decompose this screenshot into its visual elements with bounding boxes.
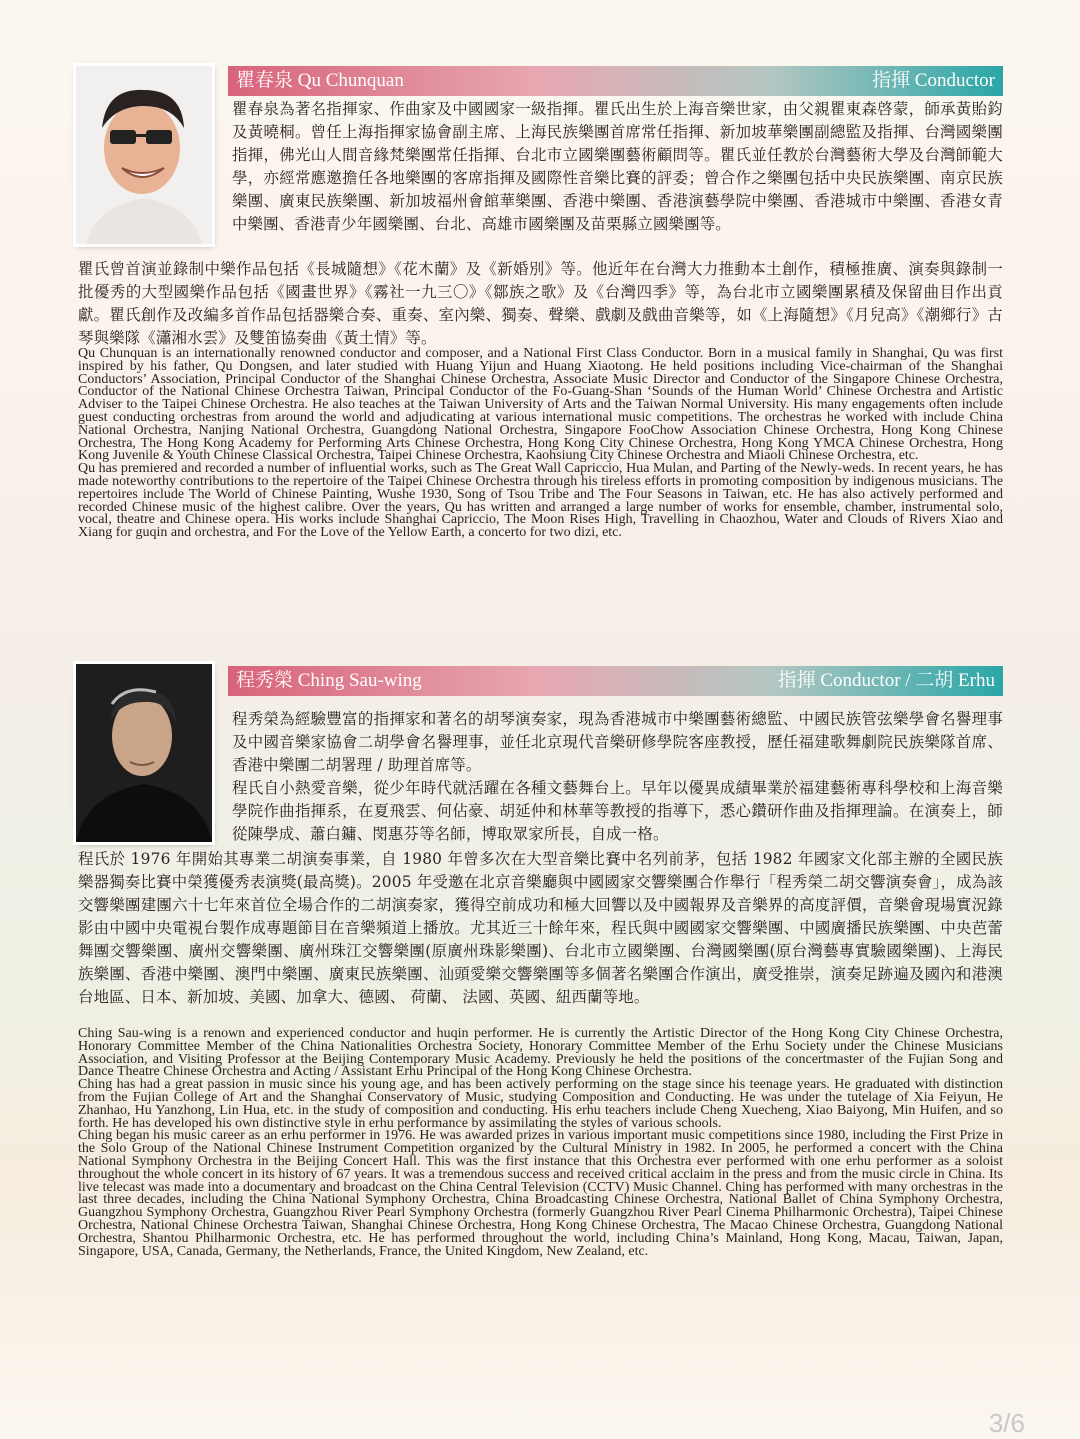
- page-number: 3/6: [988, 1408, 1025, 1438]
- bio-english-paragraph: Qu Chunquan is an internationally renowned conductor and composer, and a National First Class Conductor. Born in a musical family in Shanghai, Qu was first inspired by his father, Qu Dongsen, and later studied with Huang Yijun and Huang Xiaotong. He held positions including Vice-chairman of the Shanghai Conductors’ Association, Principal Conductor of the Shanghai Chinese Orchestra, Associate Music Director and Conductor of the Singapore Chinese Orchestra, Conductor of the National Chinese Orchestra Taiwan, Principal Conductor of the Fo-Guang-Shan ‘Sounds of the Human World’ Chinese Orchestra and Artistic Adviser to the Taipei Chinese Orchestra. He also teaches at the Taiwan University of Arts and the Taiwan Normal University. His many engagements often include guest conducting orchestras from around the world and adjudicating at various international music competitions. The orchestras he worked with include China National Orchestra, Nanjing National Orchestra, Guangdong National Orchestra, Singapore FooChow Association Chinese Orchestra, Hong Kong Chinese Orchestra, The Hong Kong Academy for Performing Arts Chinese Orchestra, Hong Kong City Chinese Orchestra, Hong Kong YMCA Chinese Orchestra, Hong Kong Juvenile & Youth Chinese Classical Orchestra, Taipei Chinese Orchestra, Kaohsiung City Chinese Orchestra and Miaoli Chinese Orchestra, etc.: [78, 346, 1003, 464]
- bio-chinese-2: 瞿氏曾首演並錄制中樂作品包括《長城隨想》《花木蘭》及《新婚別》等。他近年在台灣大力推動本土創作，積極推廣、演奏與錄制一批優秀的大型國樂作品包括《國畫世界》《霧社一九三〇》《鄒族之歌》及《台灣四季》等，為台北市立國樂團累積及保留曲目作出貢獻。瞿氏創作及改編多首作品包括器樂合奏、重奏、室內樂、獨奏、聲樂、戲劇及戲曲音樂等，如《上海隨想》《月兒高》《潮鄉行》古琴與樂隊《瀟湘水雲》及雙笛協奏曲《黃土情》等。: [78, 260, 1003, 347]
- portrait-image: [76, 664, 212, 842]
- conductor-photo-qu: [76, 66, 212, 244]
- section-header-ching: [228, 666, 1003, 696]
- bio-chinese-1: 程秀榮為經驗豐富的指揮家和著名的胡琴演奏家，現為香港城市中樂團藝術總監、中國民族管弦樂學會名譽理事及中國音樂家協會二胡學會名譽理事，並任北京現代音樂研修學院客座教授，歷任福建歌舞劇院民族樂隊首席、 香港中樂團二胡署理 / 助理首席等。: [232, 710, 1003, 774]
- bio-chinese-1: 瞿春泉為著名指揮家、作曲家及中國國家一級指揮。瞿氏出生於上海音樂世家，由父親瞿東森啓蒙，師承黃貽鈞及黃曉桐。曾任上海指揮家協會副主席、上海民族樂團首席常任指揮、新加坡華樂團副總監及指揮、台灣國樂團指揮，佛光山人間音緣梵樂團常任指揮、台北市立國樂團藝術顧問等。瞿氏並任教於台灣藝術大學及台灣師範大學，亦經常應邀擔任各地樂團的客席指揮及國際性音樂比賽的評委；曾合作之樂團包括中央民族樂團、南京民族樂團、廣東民族樂團、新加坡福州會館華樂團、香港中樂團、香港演藝學院中樂團、香港城市中樂團、香港女青中樂團、香港青少年國樂團、台北、高雄市國樂團及苗栗縣立國樂團等。: [232, 100, 1003, 233]
- performer-name: 程秀榮 Ching Sau-wing: [236, 670, 422, 691]
- bio-english-qu: [78, 348, 1003, 540]
- bio-english-paragraph: Ching has had a great passion in music since his young age, and has been actively performing on the stage since his teenage years. He graduated with distinction from the Fujian College of Art and the Shanghai Conservatory of Music, studying Composition and Conducting. He was under the tutelage of Xia Feiyun, He Zhanhao, Hu Yanzhong, Lin Hua, etc. in the study of composition and conducting. His erhu teachers include Cheng Xuecheng, Xiao Baiyong, Min Huifen, and so forth. He has developed his own distinctive style in erhu performance by assimilating the styles of various schools.: [78, 1077, 1003, 1131]
- portrait-image: [76, 66, 212, 244]
- conductor-photo-ching: [76, 664, 212, 842]
- performer-role: 指揮 Conductor: [872, 70, 995, 91]
- performer-role: 指揮 Conductor / 二胡 Erhu: [777, 670, 995, 691]
- bio-english-paragraph: Ching Sau-wing is a renown and experienced conductor and huqin performer. He is currently the Artistic Director of the Hong Kong City Chinese Orchestra, Honorary Committee Member of the China Nationalities Orchestra Society, Honorary Committee Member of the Erhu Society under the Chinese Musicians Association, and Visiting Professor at the Beijing Contemporary Music Academy. Previously he held the positions of the concertmaster of the Fujian Song and Dance Theatre Chinese Orchestra and Acting / Assistant Erhu Principal of the Hong Kong Chinese Orchestra.: [78, 1026, 1003, 1080]
- bio-english-paragraph: Ching began his music career as an erhu performer in 1976. He was awarded prizes in various important music competitions since 1980, including the First Prize in the Solo Group of the National Chinese Instrument Competition organized by the Cultural Ministry in 1982. In 2005, he performed a concert with the China National Symphony Orchestra in the Beijing Concert Hall. This was the first instance that this Orchestra ever performed with one erhu performer as a soloist throughout the whole concert in its history of 67 years. It was a tremendous success and received critical acclaim in the press and from the music circle in China. Its live telecast was made into a documentary and broadcast on the China Central Television (CCTV) Music Channel. Ching has performed with many orchestras in the last three decades, including the China National Symphony Orchestra, China Broadcasting Chinese Orchestra, National Ballet of China Symphony Orchestra, Guangzhou Symphony Orchestra, Guangzhou River Pearl Symphony Orchestra (formerly Guangzhou River Pearl Cinema Philharmonic Orchestra), Taipei Chinese Orchestra, National Chinese Orchestra Taiwan, Shanghai Chinese Orchestra, Hong Kong Chinese Orchestra, The Macao Chinese Orchestra, Guangdong National Orchestra, Shantou Philharmonic Orchestra, etc. He has performed throughout the world, including China’s Mainland, Hong Kong, Macau, Taiwan, Japan, Singapore, USA, Canada, Germany, the Netherlands, France, the United Kingdom, New Zealand, etc.: [78, 1128, 1003, 1259]
- bio-chinese-3: 程氏於 1976 年開始其專業二胡演奏事業，自 1980 年曾多次在大型音樂比賽中名列前茅，包括 1982 年國家文化部主辦的全國民族樂器獨奏比賽中榮獲優秀表演獎(最高獎)。2005 年受邀在北京音樂廳與中國國家交響樂團合作舉行「程秀榮二胡交響演奏會」，成為該交響樂團建團六十七年來首位全場合作的二胡演奏家，獲得空前成功和極大回響以及中國報界及音樂界的高度評價，音樂會現場實況錄影由中國中央電視台製作成專題節目在音樂頻道上播放。尤其近三十餘年來，程氏與中國國家交響樂團、中國廣播民族樂團、中央芭蕾舞團交響樂團、廣州交響樂團、廣州珠江交響樂團(原廣州珠影樂團)、台北市立國樂團、台灣國樂團(原台灣藝專實驗國樂團)、上海民族樂團、香港中樂團、澳門中樂團、廣東民族樂團、汕頭愛樂交響樂團等多個著名樂團合作演出，廣受推崇，演奏足跡遍及國內和港澳台地區、日本、新加坡、美國、加拿大、德國、 荷蘭、 法國、英國、紐西蘭等地。: [78, 850, 1003, 1006]
- bio-chinese-2: 程氏自小熱愛音樂，從少年時代就活躍在各種文藝舞台上。早年以優異成績畢業於福建藝術專科學校和上海音樂學院作曲指揮系，在夏飛雲、何佔豪、胡延仲和林華等教授的指導下，悉心鑽研作曲及指揮理論。在演奏上，師從陳學成、蕭白鏞、閔惠芬等名師，博取眾家所長，自成一格。: [232, 779, 1003, 843]
- performer-name: 瞿春泉 Qu Chunquan: [236, 70, 404, 91]
- section-header-qu: [228, 66, 1003, 96]
- bio-english-ching: [78, 1028, 1003, 1258]
- bio-english-paragraph: Qu has premiered and recorded a number of influential works, such as The Great Wall Capriccio, Hua Mulan, and Parting of the Newly-weds. In recent years, he has made noteworthy contributions to the repertoire of the Taipei Chinese Orchestra through his tireless efforts in promoting composition by indigenous musicians. The repertoires include The World of Chinese Painting, Wushe 1930, Song of Tsou Tribe and The Four Seasons in Taiwan, etc. He has also actively performed and recorded Chinese music of the highest calibre. Over the years, Qu has written and arranged a large number of works for ensemble, chamber, instrumental solo, vocal, theatre and Chinese opera. His works include Shanghai Capriccio, The Moon Rises High, Travelling in Chaozhou, Water and Clouds of Rivers Xiao and Xiang for guqin and orchestra, and For the Love of the Yellow Earth, a concerto for two dizi, etc.: [78, 461, 1003, 541]
